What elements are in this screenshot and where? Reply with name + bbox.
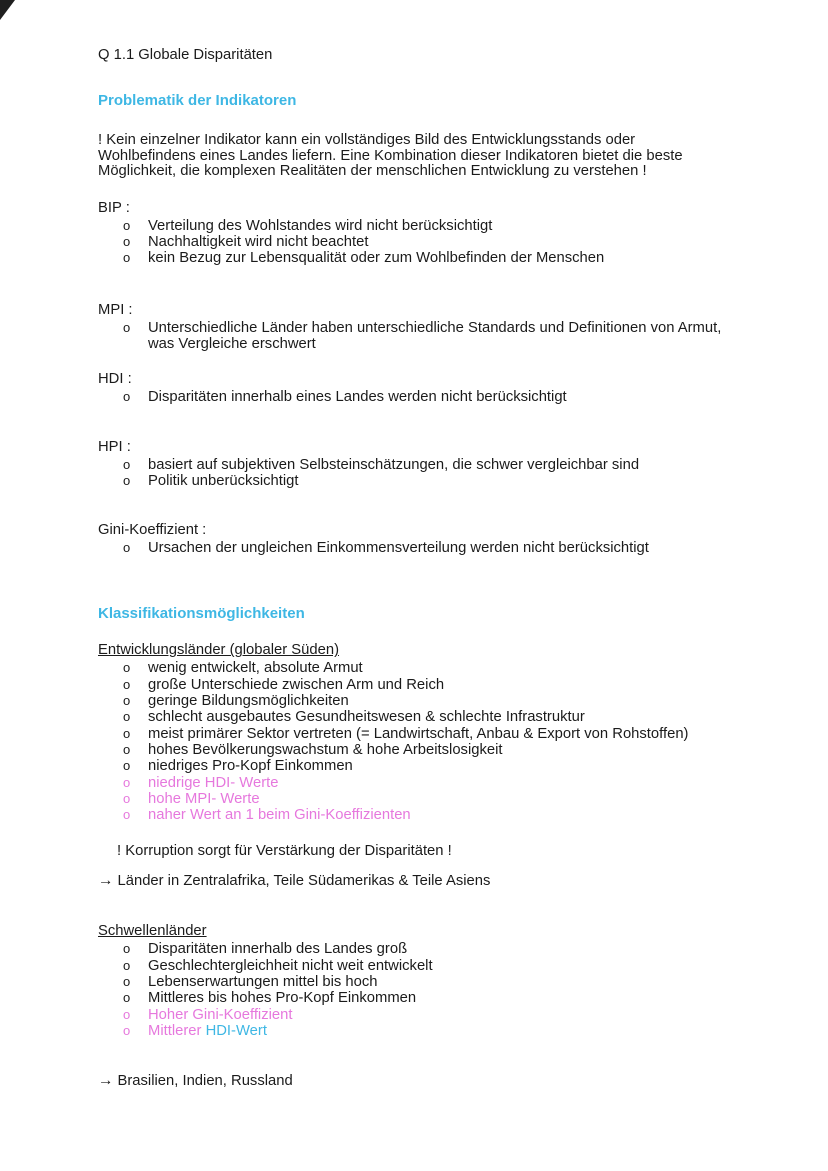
- list-item: [98, 250, 734, 266]
- bullet-icon: o: [123, 709, 131, 725]
- list-item-text: wenig entwickelt, absolute Armut: [148, 660, 363, 677]
- bullet-icon: o: [123, 319, 131, 335]
- list-item-highlight: [98, 807, 734, 823]
- list-item-text: Geschlechtergleichheit nicht weit entwickelt: [148, 957, 433, 974]
- list-item: [98, 540, 734, 556]
- page-corner-artifact: [0, 0, 15, 20]
- indicator-label-mpi: MPI :: [98, 301, 133, 318]
- gini-list: [98, 540, 734, 556]
- bullet-icon: o: [123, 725, 131, 741]
- bullet-icon: o: [123, 217, 131, 233]
- list-item-text: meist primärer Sektor vertreten (= Landwirtschaft, Anbau & Export von Rohstoffen): [148, 725, 689, 742]
- list-item-text: Mittleres bis hohes Pro-Kopf Einkommen: [148, 990, 417, 1007]
- bullet-icon: o: [123, 540, 131, 556]
- arrow-text: Länder in Zentralafrika, Teile Südamerikas & Teile Asiens: [117, 873, 491, 890]
- bullet-icon: o: [123, 250, 131, 266]
- bullet-icon: o: [123, 990, 131, 1006]
- list-item-highlight: [98, 791, 734, 807]
- list-item: [98, 218, 734, 234]
- bullet-icon: o: [123, 234, 131, 250]
- list-item-text: große Unterschiede zwischen Arm und Reich: [148, 676, 445, 693]
- arrow-icon: →: [98, 1072, 114, 1090]
- list-item-text: hohe MPI- Werte: [148, 790, 260, 807]
- list-item: [98, 473, 734, 489]
- bullet-icon: o: [123, 472, 131, 488]
- page-title: Q 1.1 Globale Disparitäten: [98, 47, 273, 63]
- bullet-icon: o: [123, 774, 131, 790]
- list-item-text: schlecht ausgebautes Gesundheitswesen & schlechte Infrastruktur: [148, 709, 585, 726]
- examples-schwellenlaender: [98, 1073, 734, 1089]
- list-item-text: Lebenserwartungen mittel bis hoch: [148, 974, 378, 991]
- list-item-text: Hoher Gini-Koeffizient: [148, 1006, 293, 1023]
- list-item: [98, 758, 734, 774]
- bullet-icon: o: [123, 660, 131, 676]
- bullet-icon: o: [123, 957, 131, 973]
- list-item: [98, 677, 734, 693]
- list-item-text: Nachhaltigkeit wird nicht beachtet: [148, 234, 369, 251]
- section-heading-problematik: Problematik der Indikatoren: [98, 92, 297, 109]
- list-item: [98, 234, 734, 250]
- list-item: [98, 693, 734, 709]
- list-item: [98, 709, 734, 725]
- indicator-label-hdi: HDI :: [98, 371, 132, 388]
- indicator-label-hpi: HPI :: [98, 438, 131, 455]
- list-item-highlight: [98, 1007, 734, 1023]
- bullet-icon: o: [123, 456, 131, 472]
- bullet-icon: o: [123, 1022, 131, 1038]
- bullet-icon: o: [123, 693, 131, 709]
- subtitle-entwicklungslaender: Entwicklungsländer (globaler Süden): [98, 642, 339, 659]
- intro-paragraph: ! Kein einzelner Indikator kann ein vollständiges Bild des Entwicklungsstands oder Wohlbefindens eines Landes liefern. Eine Kombination dieser Indikatoren bietet die beste Möglichkeit, die komplexen Realitäten der menschlichen Entwicklung zu verstehen !: [98, 132, 683, 180]
- examples-entwicklungslaender: [98, 873, 734, 889]
- subtitle-schwellenlaender: Schwellenländer: [98, 923, 207, 940]
- list-item-text: Politik unberücksichtigt: [148, 472, 299, 489]
- list-item: [98, 320, 734, 353]
- arrow-text: Brasilien, Indien, Russland: [117, 1073, 293, 1090]
- list-item-text: geringe Bildungsmöglichkeiten: [148, 693, 349, 710]
- list-item-text: niedrige HDI- Werte: [148, 774, 279, 791]
- document-content: [98, 47, 734, 1089]
- section-heading-klassifikation: Klassifikationsmöglichkeiten: [98, 605, 305, 623]
- list-item-text: Unterschiedliche Länder haben unterschiedliche Standards und Definitionen von Armut, was Vergleiche erschwert: [148, 319, 722, 352]
- split-text-pink: Mittlerer: [148, 1022, 206, 1039]
- bullet-icon: o: [123, 941, 131, 957]
- list-item-text: Ursachen der ungleichen Einkommensverteilung werden nicht berücksichtigt: [148, 540, 649, 557]
- mpi-list: [98, 320, 734, 353]
- list-item: [98, 958, 734, 974]
- list-item: [98, 389, 734, 405]
- bip-list: [98, 218, 734, 267]
- bullet-icon: o: [123, 1006, 131, 1022]
- list-item-text: Disparitäten innerhalb eines Landes werden nicht berücksichtigt: [148, 389, 567, 406]
- list-item-text: Verteilung des Wohlstandes wird nicht berücksichtigt: [148, 217, 493, 234]
- list-item-text: hohes Bevölkerungswachstum & hohe Arbeitslosigkeit: [148, 741, 503, 758]
- entwicklungslaender-list: [98, 660, 734, 823]
- bullet-icon: o: [123, 676, 131, 692]
- list-item-text: Disparitäten innerhalb des Landes groß: [148, 941, 408, 958]
- indicator-label-gini: Gini-Koeffizient :: [98, 522, 207, 539]
- list-item: [98, 660, 734, 676]
- list-item-text: [148, 1023, 734, 1039]
- bullet-icon: o: [123, 807, 131, 823]
- hpi-list: [98, 457, 734, 490]
- list-item: [98, 742, 734, 758]
- list-item: [98, 990, 734, 1006]
- bullet-icon: o: [123, 389, 131, 405]
- list-item: [98, 974, 734, 990]
- schwellenlaender-list: [98, 941, 734, 1039]
- bullet-icon: o: [123, 758, 131, 774]
- list-item: [98, 457, 734, 473]
- bullet-icon: o: [123, 741, 131, 757]
- bullet-icon: o: [123, 790, 131, 806]
- list-item: [98, 941, 734, 957]
- list-item-text: naher Wert an 1 beim Gini-Koeffizienten: [148, 807, 411, 824]
- list-item-text: basiert auf subjektiven Selbsteinschätzungen, die schwer vergleichbar sind: [148, 456, 640, 473]
- list-item-text: kein Bezug zur Lebensqualität oder zum Wohlbefinden der Menschen: [148, 250, 605, 267]
- list-item: [98, 726, 734, 742]
- list-item-highlight: [98, 775, 734, 791]
- list-item-text: niedriges Pro-Kopf Einkommen: [148, 758, 353, 775]
- korruption-note: ! Korruption sorgt für Verstärkung der Disparitäten !: [117, 843, 452, 860]
- bullet-icon: o: [123, 974, 131, 990]
- arrow-icon: →: [98, 872, 114, 890]
- split-text-cyan: HDI-Wert: [205, 1022, 267, 1039]
- list-item-highlight: [98, 1023, 734, 1039]
- indicator-label-bip: BIP :: [98, 199, 130, 216]
- hdi-list: [98, 389, 734, 405]
